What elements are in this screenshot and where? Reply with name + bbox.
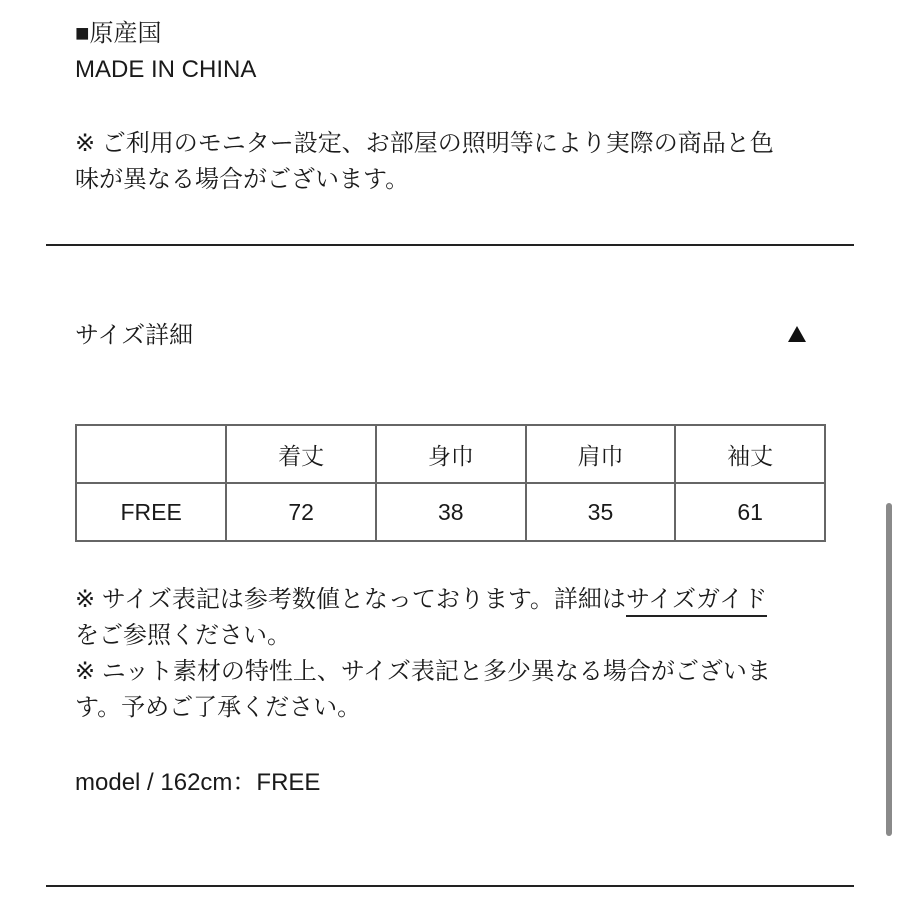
table-cell: 35	[526, 483, 676, 541]
table-header-row	[76, 425, 825, 483]
size-guide-link[interactable]: サイズガイド	[626, 586, 767, 617]
divider	[46, 885, 854, 887]
table-cell: 72	[226, 483, 376, 541]
divider	[46, 244, 854, 246]
table-header-cell	[76, 425, 226, 483]
size-note-line-3: ※ ニット素材の特性上、サイズ表記と多少異なる場合がございま	[75, 658, 771, 685]
origin-value: MADE IN CHINA	[75, 56, 257, 83]
scrollbar[interactable]	[886, 503, 892, 836]
size-table	[75, 424, 826, 542]
table-cell: 38	[376, 483, 526, 541]
table-header-cell: 身巾	[376, 425, 526, 483]
table-cell: FREE	[76, 483, 226, 541]
table-header-cell: 着丈	[226, 425, 376, 483]
color-notice-line-2: 味が異なる場合がございます。	[75, 166, 410, 193]
triangle-up-icon[interactable]	[788, 326, 806, 342]
table-cell: 61	[675, 483, 825, 541]
origin-heading: ■原産国	[75, 20, 162, 47]
size-note-line-4: す。予めご了承ください。	[75, 694, 362, 721]
table-header-cell: 肩巾	[526, 425, 676, 483]
model-info: model / 162cm：FREE	[75, 769, 321, 796]
color-notice-line-1: ※ ご利用のモニター設定、お部屋の照明等により実際の商品と色	[75, 130, 774, 157]
table-row	[76, 483, 825, 541]
size-details-title[interactable]: サイズ詳細	[75, 322, 194, 349]
size-note-text: ※ サイズ表記は参考数値となっております。詳細は	[75, 586, 626, 613]
size-note-line-1	[75, 582, 767, 618]
table-header-cell: 袖丈	[675, 425, 825, 483]
size-note-line-2: をご参照ください。	[75, 622, 291, 649]
